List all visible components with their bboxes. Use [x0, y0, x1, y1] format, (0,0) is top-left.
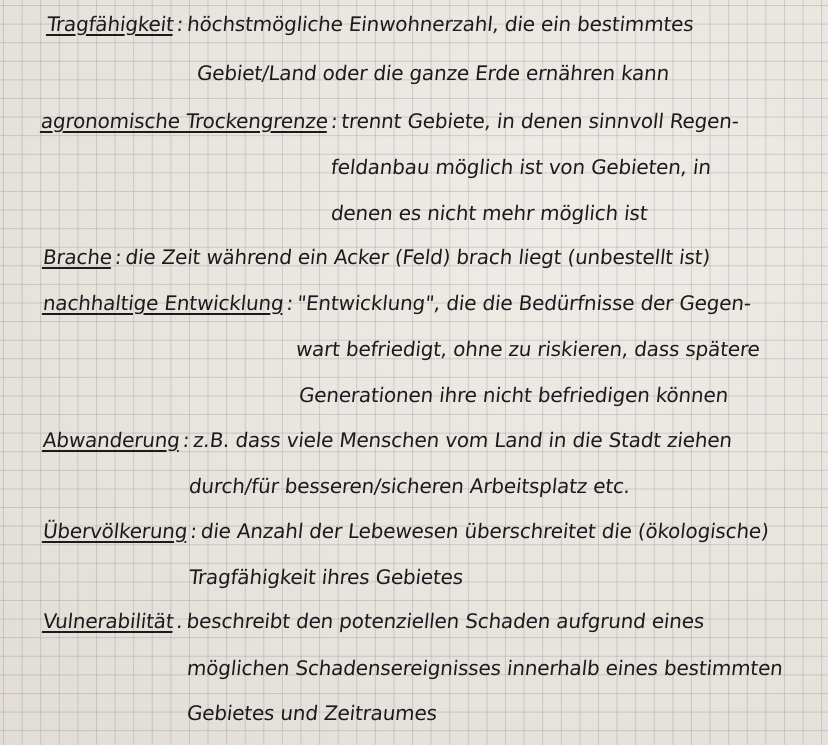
glossary-term: Übervölkerung — [41, 519, 189, 543]
definition-text: die Zeit während ein Acker (Feld) brach liegt (unbestellt ist) — [124, 245, 712, 269]
entry-line — [42, 611, 705, 631]
definition-text: denen es nicht mehr möglich ist — [329, 201, 649, 225]
definition-text: trennt Gebiete, in denen sinnvoll Regen- — [340, 109, 741, 133]
term-separator: : — [189, 519, 199, 543]
term-separator: . — [175, 609, 185, 633]
glossary-term: Tragfähigkeit — [45, 12, 175, 36]
entry-line — [42, 247, 711, 267]
glossary-term: nachhaltige Entwicklung — [41, 291, 285, 315]
term-separator: : — [181, 428, 191, 452]
glossary-term: Brache — [41, 245, 114, 269]
entry-line — [330, 203, 649, 223]
entry-line — [186, 703, 438, 723]
definition-text: durch/für besseren/sicheren Arbeitsplatz etc. — [187, 474, 632, 498]
entry-line — [186, 658, 784, 678]
entry-line — [46, 14, 695, 34]
entry-line — [42, 293, 752, 313]
entry-line — [42, 521, 770, 541]
term-separator: : — [285, 291, 295, 315]
entry-line — [295, 339, 761, 359]
definition-text: möglichen Schadensereignisses innerhalb eines bestimmten — [185, 656, 785, 680]
entry-line — [188, 567, 464, 587]
term-separator: : — [175, 12, 185, 36]
entry-line — [196, 63, 670, 83]
definition-text: höchstmögliche Einwohnerzahl, die ein bestimmtes — [185, 12, 695, 36]
definition-text: z.B. dass viele Menschen vom Land in die Stadt ziehen — [192, 428, 734, 452]
definition-text: Gebietes und Zeitraumes — [185, 701, 439, 725]
definition-text: "Entwicklung", die die Bedürfnisse der Gegen- — [295, 291, 753, 315]
glossary-term: Vulnerabilität — [41, 609, 175, 633]
entry-line — [40, 111, 740, 131]
definition-text: wart befriedigt, ohne zu riskieren, dass spätere — [294, 337, 762, 361]
definition-text: Generationen ihre nicht befriedigen können — [297, 383, 730, 407]
glossary-term: Abwanderung — [41, 428, 182, 452]
glossary-term: agronomische Trockengrenze — [39, 109, 330, 133]
definition-text: Gebiet/Land oder die ganze Erde ernähren kann — [195, 61, 671, 85]
entry-line — [330, 157, 712, 177]
definition-text: feldanbau möglich ist von Gebieten, in — [329, 155, 713, 179]
entry-line — [188, 476, 631, 496]
term-separator: : — [329, 109, 339, 133]
definition-text: beschreibt den potenziellen Schaden aufgrund eines — [185, 609, 706, 633]
entry-line — [42, 430, 733, 450]
term-separator: : — [113, 245, 123, 269]
definition-text: die Anzahl der Lebewesen überschreitet die (ökologische) — [199, 519, 770, 543]
definition-text: Tragfähigkeit ihres Gebietes — [187, 565, 465, 589]
entry-line — [298, 385, 729, 405]
